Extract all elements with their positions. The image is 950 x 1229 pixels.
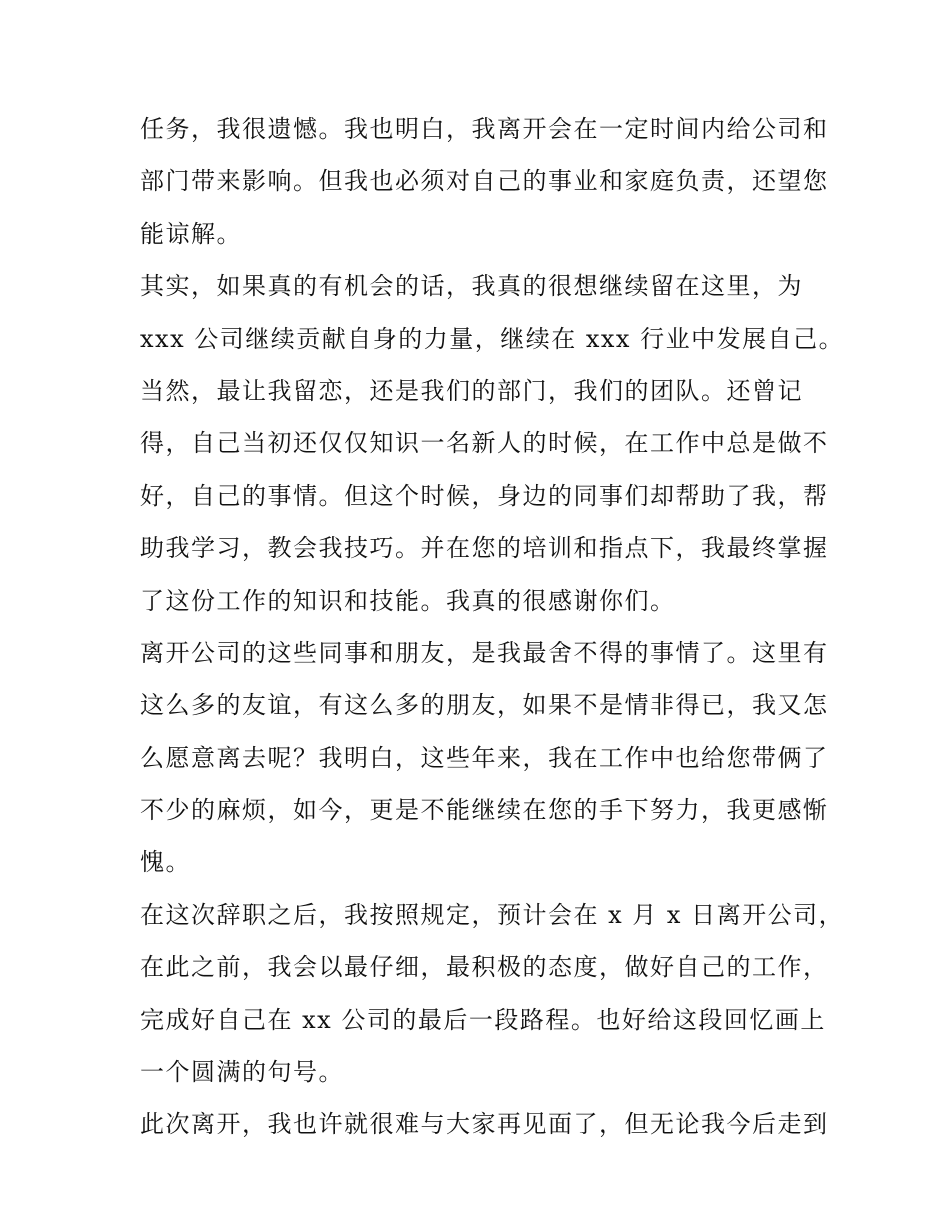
text-line-4: 其实，如果真的有机会的话，我真的很想继续留在这里，为 — [140, 272, 803, 301]
text-line-16: 在这次辞职之后，我按照规定，预计会在 x 月 x 日离开公司， — [140, 900, 845, 929]
text-line-10: 了这份工作的知识和技能。我真的很感谢你们。 — [140, 586, 676, 615]
text-line-2: 部门带来影响。但我也必须对自己的事业和家庭负责，还望您 — [140, 167, 829, 196]
text-line-15: 愧。 — [140, 848, 191, 877]
text-line-5: xxx 公司继续贡献自身的力量，继续在 xxx 行业中发展自己。 — [140, 324, 845, 353]
text-line-19: 一个圆满的句号。 — [140, 1058, 344, 1087]
text-line-13: 么愿意离去呢？我明白，这些年来，我在工作中也给您带俩了 — [140, 743, 829, 772]
text-line-14: 不少的麻烦，如今，更是不能继续在您的手下努力，我更感惭 — [140, 796, 829, 825]
text-line-12: 这么多的友谊，有这么多的朋友，如果不是情非得已，我又怎 — [140, 691, 829, 720]
text-line-17: 在此之前，我会以最仔细，最积极的态度，做好自己的工作， — [140, 953, 829, 982]
text-line-20: 此次离开，我也许就很难与大家再见面了，但无论我今后走到 — [140, 1110, 829, 1139]
text-line-1: 任务，我很遗憾。我也明白，我离开会在一定时间内给公司和 — [140, 115, 829, 143]
text-line-9: 助我学习，教会我技巧。并在您的培训和指点下，我最终掌握 — [140, 534, 829, 563]
text-line-7: 得，自己当初还仅仅知识一名新人的时候，在工作中总是做不 — [140, 429, 829, 458]
text-line-11: 离开公司的这些同事和朋友，是我最舍不得的事情了。这里有 — [140, 638, 829, 667]
text-line-8: 好，自己的事情。但这个时候，身边的同事们却帮助了我，帮 — [140, 481, 829, 510]
document-body — [140, 103, 845, 1151]
text-line-3: 能谅解。 — [140, 219, 242, 248]
text-line-18: 完成好自己在 xx 公司的最后一段路程。也好给这段回忆画上 — [140, 1005, 826, 1034]
text-line-6: 当然，最让我留恋，还是我们的部门，我们的团队。还曾记 — [140, 376, 803, 405]
